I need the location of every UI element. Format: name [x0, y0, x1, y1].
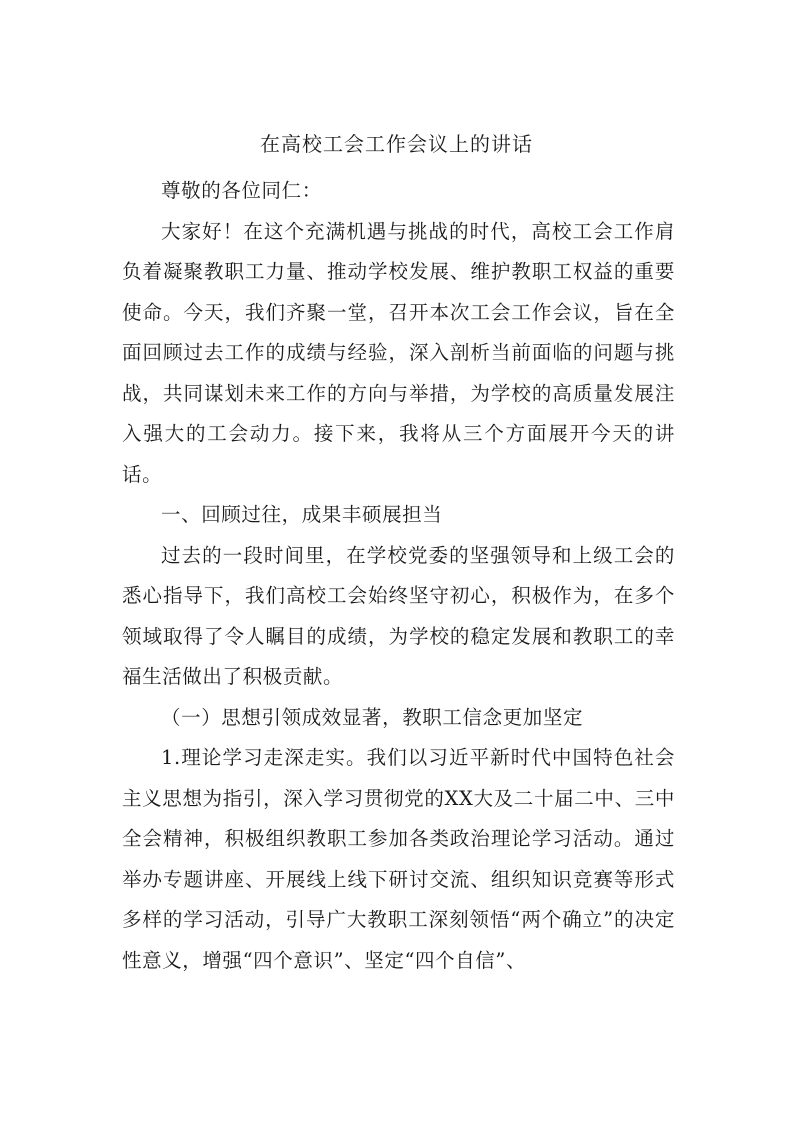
- item-1-paragraph: 1.理论学习走深走实。我们以习近平新时代中国特色社会主义思想为指引，深入学习贯彻党的XX大及二十届二中、三中全会精神，积极组织教职工参加各类政治理论学习活动。通过举办专题讲座、开展线上线下研讨交流、组织知识竞赛等形式多样的学习活动，引导广大教职工深刻领悟“两个确立”的决定性意义，增强“四个意识”、坚定“四个自信”、: [122, 746, 675, 972]
- document-body: [122, 171, 675, 981]
- section-1-intro-paragraph: 过去的一段时间里，在学校党委的坚强领导和上级工会的悉心指导下，我们高校工会始终坚守初心，积极作为，在多个领域取得了令人瞩目的成绩，为学校的稳定发展和教职工的幸福生活做出了积极贡献。: [122, 543, 675, 688]
- opening-paragraph: 大家好！在这个充满机遇与挑战的时代，高校工会工作肩负着凝聚教职工力量、推动学校发展、维护教职工权益的重要使命。今天，我们齐聚一堂，召开本次工会工作会议，旨在全面回顾过去工作的成绩与经验，深入剖析当前面临的问题与挑战，共同谋划未来工作的方向与举措，为学校的高质量发展注入强大的工会动力。接下来，我将从三个方面展开今天的讲话。: [122, 219, 675, 486]
- section-heading-1: 一、回顾过往，成果丰硕展担当: [161, 503, 443, 526]
- document-title: 在高校工会工作会议上的讲话: [260, 132, 533, 156]
- subsection-heading-1: （一）思想引领成效显著，教职工信念更加坚定: [161, 705, 584, 729]
- salutation-paragraph: 尊敬的各位同仁：: [161, 179, 322, 202]
